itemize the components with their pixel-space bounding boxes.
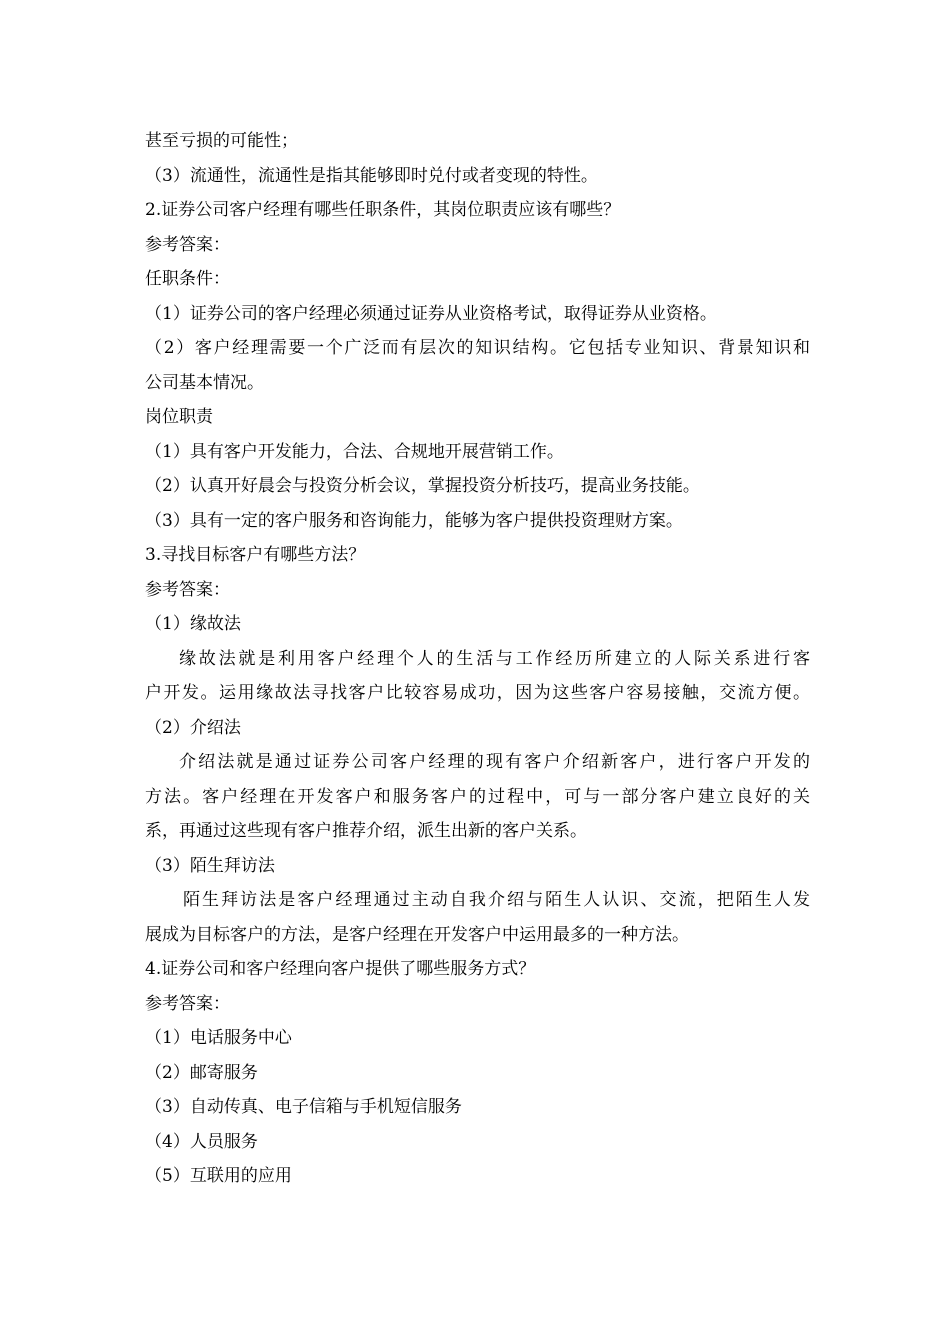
- method-heading: （2）介绍法: [145, 717, 241, 738]
- question-heading: 3.寻找目标客户有哪些方法？: [145, 545, 366, 565]
- list-item: （3）流通性，流通性是指其能够即时兑付或者变现的特性。: [145, 165, 598, 186]
- list-item: （4）人员服务: [145, 1131, 258, 1152]
- text-line: 公司基本情况。: [145, 372, 264, 393]
- paragraph-line: 介绍法就是通过证券公司客户经理的现有客户介绍新客户，进行客户开发的: [179, 752, 810, 772]
- paragraph-line: 方法。客户经理在开发客户和服务客户的过程中，可与一部分客户建立良好的关: [145, 786, 810, 807]
- list-item: （3）自动传真、电子信箱与手机短信服务: [145, 1097, 462, 1117]
- list-item: （2）邮寄服务: [145, 1062, 258, 1083]
- list-item: （5）互联用的应用: [145, 1166, 292, 1186]
- paragraph-line: 户开发。运用缘故法寻找客户比较容易成功，因为这些客户容易接触，交流方便。: [145, 683, 810, 703]
- list-item: （1）电话服务中心: [145, 1028, 292, 1048]
- list-item: （1）证券公司的客户经理必须通过证券从业资格考试，取得证券从业资格。: [145, 303, 717, 324]
- method-heading: （3）陌生拜访法: [145, 855, 275, 876]
- answer-label: 参考答案：: [145, 993, 230, 1014]
- paragraph-line: 展成为目标客户的方法，是客户经理在开发客户中运用最多的一种方法。: [145, 924, 689, 945]
- text-line: 甚至亏损的可能性；: [145, 131, 298, 151]
- section-label: 任职条件：: [145, 269, 230, 289]
- answer-label: 参考答案：: [145, 234, 230, 255]
- document-body: [145, 124, 810, 1194]
- list-item: （2）客户经理需要一个广泛而有层次的知识结构。它包括专业知识、背景知识和: [145, 338, 810, 358]
- paragraph-line: 系，再通过这些现有客户推荐介绍，派生出新的客户关系。: [145, 821, 587, 841]
- question-heading: 4.证券公司和客户经理向客户提供了哪些服务方式？: [145, 959, 536, 979]
- paragraph-line: 缘故法就是利用客户经理个人的生活与工作经历所建立的人际关系进行客: [179, 648, 810, 669]
- list-item: （1）具有客户开发能力，合法、合规地开展营销工作。: [145, 441, 564, 462]
- method-heading: （1）缘故法: [145, 614, 241, 634]
- paragraph-line: 陌生拜访法是客户经理通过主动自我介绍与陌生人认识、交流，把陌生人发: [183, 890, 810, 910]
- answer-label: 参考答案：: [145, 579, 230, 600]
- list-item: （3）具有一定的客户服务和咨询能力，能够为客户提供投资理财方案。: [145, 510, 683, 531]
- section-label: 岗位职责: [145, 407, 213, 427]
- list-item: （2）认真开好晨会与投资分析会议，掌握投资分析技巧，提高业务技能。: [145, 476, 700, 496]
- question-heading: 2.证券公司客户经理有哪些任职条件，其岗位职责应该有哪些？: [145, 200, 621, 220]
